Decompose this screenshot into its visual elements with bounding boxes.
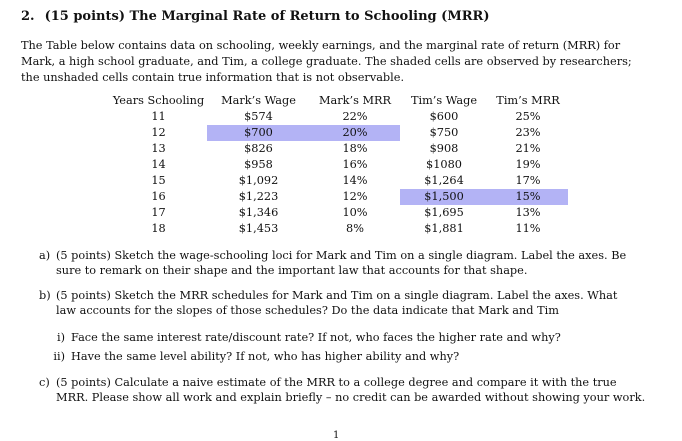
cell-years: 15 — [151, 174, 166, 187]
question-c-line: (5 points) Calculate a naive estimate of the MRR to a college degree and compare it with the true — [56, 376, 617, 389]
sub-ii-label: ii) — [53, 350, 65, 363]
question-b-sub-ii — [43, 349, 459, 364]
sub-i-text: Face the same interest rate/discount rate? If not, who faces the higher rate and why? — [71, 331, 561, 344]
cell-tim-wage: $1,881 — [424, 222, 464, 235]
sub-ii-text: Have the same level ability? If not, who has higher ability and why? — [71, 350, 460, 363]
header-tim-wage: Tim’s Wage — [410, 94, 478, 107]
cell-years: 16 — [151, 190, 166, 203]
cell-tim-mrr: 25% — [515, 110, 541, 123]
table-row — [110, 173, 568, 189]
cell-years: 13 — [151, 142, 166, 155]
problem-number: 2. — [21, 9, 35, 24]
cell-mark-wage: $1,453 — [238, 222, 279, 235]
cell-tim-wage: $1,695 — [424, 206, 464, 219]
table-row — [110, 189, 568, 205]
cell-tim-mrr: 13% — [515, 206, 541, 219]
header-tim-mrr: Tim’s MRR — [496, 94, 560, 107]
cell-tim-mrr: 19% — [515, 158, 541, 171]
problem-heading — [21, 9, 489, 24]
table-row — [110, 221, 568, 237]
table-header-row — [110, 93, 568, 109]
cell-tim-wage: $1,264 — [424, 174, 464, 187]
question-a-text — [56, 248, 651, 278]
cell-years: 12 — [151, 126, 166, 139]
cell-tim-wage: $750 — [429, 126, 459, 139]
cell-years: 17 — [151, 206, 166, 219]
cell-years: 18 — [151, 222, 166, 235]
cell-tim-mrr: 23% — [515, 126, 541, 139]
cell-mark-mrr: 8% — [346, 222, 364, 235]
intro-paragraph — [21, 38, 651, 86]
header-mark-mrr: Mark’s MRR — [318, 94, 392, 107]
question-b-label: b) — [39, 289, 51, 302]
question-b-line: (5 points) Sketch the MRR schedules for Mark and Tim on a single diagram. Label the axes. What — [56, 289, 618, 302]
cell-mark-wage-shaded: $700 — [207, 125, 310, 141]
cell-mark-mrr: 16% — [342, 158, 368, 171]
table-row — [110, 205, 568, 221]
cell-tim-wage: $908 — [429, 142, 459, 155]
question-b-line: law accounts for the slopes of those schedules? Do the data indicate that Mark and Tim — [56, 304, 559, 317]
table-row — [110, 109, 568, 125]
cell-mark-wage: $1,346 — [238, 206, 279, 219]
cell-mark-wage: $574 — [244, 110, 273, 123]
cell-tim-mrr: 17% — [515, 174, 541, 187]
cell-years: 11 — [151, 110, 166, 123]
page-number: 1 — [333, 430, 340, 441]
question-b-sub-i — [43, 330, 561, 345]
cell-mark-mrr: 18% — [342, 142, 368, 155]
cell-tim-mrr-shaded: 15% — [488, 189, 568, 205]
table-row — [110, 157, 568, 173]
question-a-label: a) — [39, 249, 51, 262]
question-c-text — [56, 375, 651, 405]
intro-line: the unshaded cells contain true information that is not observable. — [21, 71, 405, 84]
table-row — [110, 125, 568, 141]
cell-mark-wage: $826 — [244, 142, 273, 155]
intro-line: Mark, a high school graduate, and Tim, a college graduate. The shaded cells are observed by researchers; — [21, 55, 632, 68]
cell-mark-mrr: 14% — [342, 174, 368, 187]
question-a-line: sure to remark on their shape and the important law that accounts for that shape. — [56, 264, 528, 277]
cell-tim-wage: $600 — [429, 110, 459, 123]
cell-tim-wage: $1080 — [426, 158, 462, 171]
cell-tim-mrr: 21% — [515, 142, 541, 155]
question-b-text — [56, 288, 651, 318]
header-mark-wage: Mark’s Wage — [221, 94, 296, 107]
cell-mark-mrr-shaded: 20% — [310, 125, 400, 141]
schooling-table — [110, 93, 568, 237]
intro-line: The Table below contains data on schooling, weekly earnings, and the marginal rate of return (MRR) for — [21, 39, 621, 52]
question-a-line: (5 points) Sketch the wage-schooling loci for Mark and Tim on a single diagram. Label the axes. Be — [56, 249, 627, 262]
question-c-line: MRR. Please show all work and explain briefly – no credit can be awarded without showing your work. — [56, 391, 646, 404]
problem-title: (15 points) The Marginal Rate of Return to Schooling (MRR) — [44, 9, 490, 24]
cell-tim-wage-shaded: $1,500 — [400, 189, 488, 205]
question-c-label: c) — [39, 376, 50, 389]
cell-mark-mrr: 10% — [342, 206, 368, 219]
cell-years: 14 — [151, 158, 166, 171]
header-years: Years Schooling — [112, 94, 205, 107]
table-row — [110, 141, 568, 157]
cell-mark-wage: $958 — [244, 158, 273, 171]
cell-mark-mrr: 12% — [342, 190, 368, 203]
sub-i-label: i) — [56, 331, 65, 344]
cell-mark-wage: $1,092 — [238, 174, 279, 187]
cell-tim-mrr: 11% — [515, 222, 541, 235]
cell-mark-mrr: 22% — [342, 110, 368, 123]
cell-mark-wage: $1,223 — [238, 190, 279, 203]
